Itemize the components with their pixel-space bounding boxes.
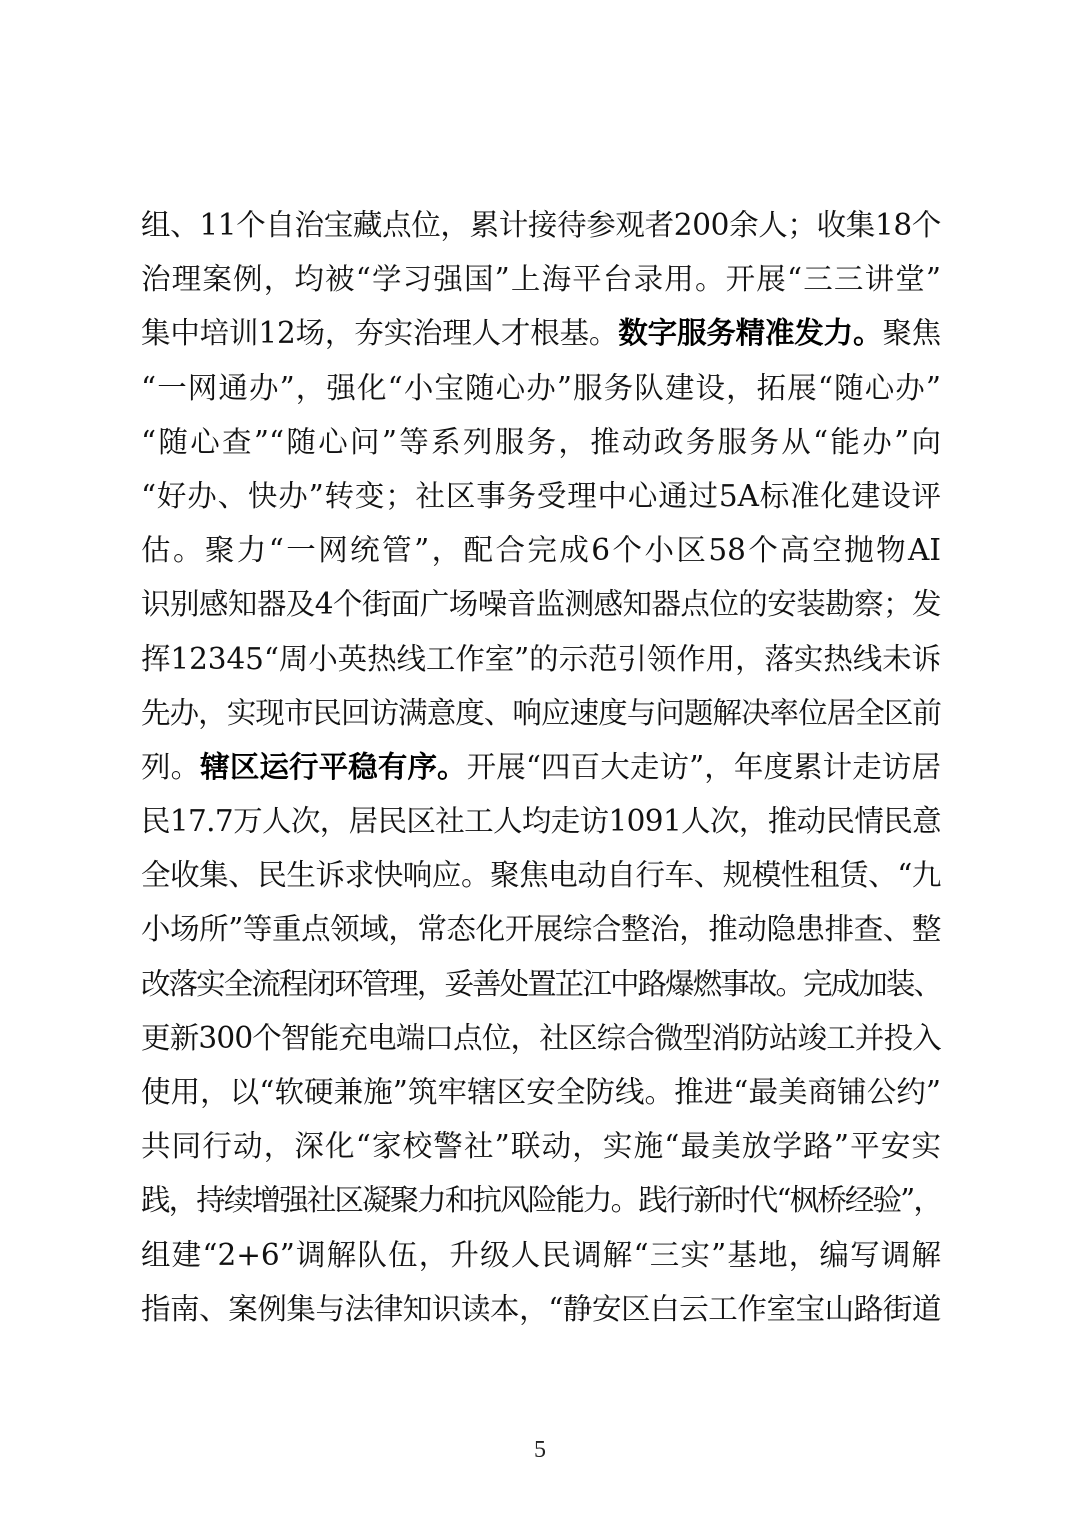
text-segment: 改落实全流程闭环管理，妥善处置芷江中路爆燃事故。完成加装、: [141, 966, 941, 1001]
text-line: [141, 902, 941, 956]
text-segment: 先办，实现市民回访满意度、响应速度与问题解决率位居全区前: [141, 695, 941, 730]
text-line: [141, 1065, 941, 1119]
text-segment: 更新300个智能充电端口点位，社区综合微型消防站竣工并投入: [141, 1020, 941, 1055]
text-segment: 全收集、民生诉求快响应。聚焦电动自行车、规模性租赁、“九: [141, 858, 941, 893]
text-line: [141, 306, 941, 360]
text-line: [141, 198, 941, 252]
text-line: [141, 1173, 941, 1227]
text-segment: 估。聚力“一网统管”，配合完成6个小区58个高空抛物AI: [141, 533, 941, 568]
text-segment: 组建“2+6”调解队伍，升级人民调解“三实”基地，编写调解: [141, 1237, 941, 1272]
text-line: [141, 632, 941, 686]
text-segment: 识别感知器及4个街面广场噪音监测感知器点位的安装勘察；发: [141, 587, 941, 622]
text-segment: 集中培训12场，夯实治理人才根基。: [141, 316, 619, 351]
body-text: [141, 198, 941, 1336]
text-line: [141, 523, 941, 577]
text-line: [141, 1119, 941, 1173]
text-segment: 挥12345“周小英热线工作室”的示范引领作用，落实热线未诉: [141, 641, 941, 676]
text-line: [141, 1011, 941, 1065]
text-line: [141, 794, 941, 848]
text-segment: 指南、案例集与法律知识读本，“静安区白云工作室宝山路街道: [141, 1291, 941, 1326]
text-segment: 组、11个自治宝藏点位，累计接待参观者200余人；收集18个: [141, 208, 941, 242]
text-line: [141, 469, 941, 523]
text-line: [141, 740, 941, 794]
text-segment: 共同行动，深化“家校警社”联动，实施“最美放学路”平安实: [141, 1129, 941, 1164]
text-segment: 开展“四百大走访”，年度累计走访居: [466, 749, 941, 784]
text-line: [141, 686, 941, 740]
text-line: [141, 957, 941, 1011]
text-line: [141, 1228, 941, 1282]
text-line: [141, 1282, 941, 1336]
text-segment: 聚焦: [882, 316, 941, 351]
text-line: [141, 252, 941, 306]
bold-heading-phrase: 辖区运行平稳有序。: [200, 749, 467, 784]
text-line: [141, 361, 941, 415]
page-number: 5: [534, 1437, 546, 1463]
text-segment: 使用，以“软硬兼施”筑牢辖区安全防线。推进“最美商铺公约”: [141, 1075, 941, 1109]
text-segment: 小场所”等重点领域，常态化开展综合整治，推动隐患排查、整: [141, 912, 941, 947]
text-segment: 列。: [141, 749, 201, 784]
text-segment: “随心查”“随心问”等系列服务，推动政务服务从“能办”向: [141, 424, 941, 459]
text-line: [141, 415, 941, 469]
text-segment: 践，持续增强社区凝聚力和抗风险能力。践行新时代“枫桥经验”，: [141, 1183, 941, 1218]
bold-heading-phrase: 数字服务精准发力。: [618, 316, 883, 351]
text-line: [141, 577, 941, 631]
text-segment: 民17.7万人次，居民区社工人均走访1091人次，推动民情民意: [141, 804, 941, 839]
text-segment: “好办、快办”转变；社区事务受理中心通过5A标准化建设评: [141, 478, 941, 513]
text-line: [141, 848, 941, 902]
text-segment: 治理案例，均被“学习强国”上海平台录用。开展“三三讲堂”: [141, 262, 941, 297]
text-segment: “一网通办”，强化“小宝随心办”服务队建设，拓展“随心办”: [141, 370, 941, 405]
